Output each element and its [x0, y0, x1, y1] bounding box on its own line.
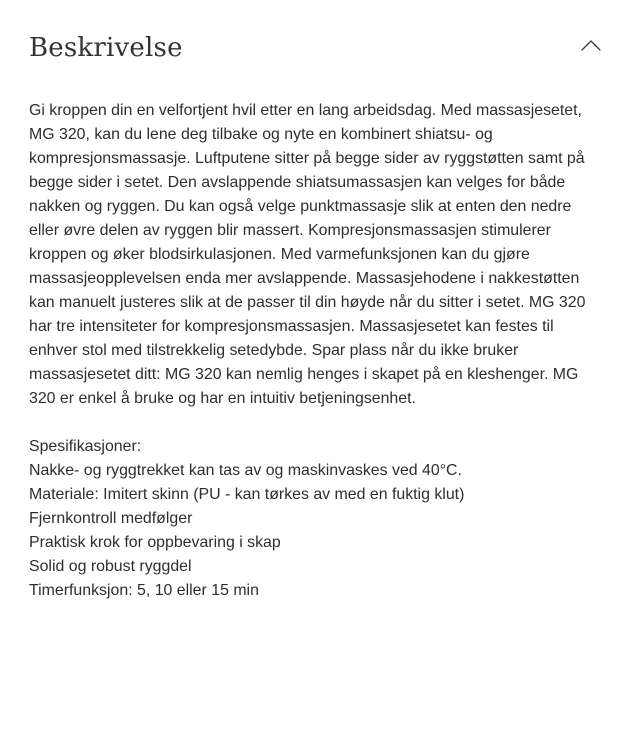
- accordion-header[interactable]: [29, 30, 602, 70]
- specifications-list: [29, 459, 603, 603]
- collapse-toggle-button[interactable]: [578, 36, 604, 56]
- spec-item: Materiale: Imitert skinn (PU - kan tørkes av med en fuktig klut): [29, 486, 465, 503]
- spec-item: Timerfunksjon: 5, 10 eller 15 min: [29, 582, 259, 599]
- specifications-heading: Spesifikasjoner:: [29, 438, 142, 455]
- accordion-content: [29, 99, 603, 603]
- spec-item: Nakke- og ryggtrekket kan tas av og maskinvaskes ved 40°C.: [29, 462, 462, 479]
- section-title: Beskrivelse: [29, 33, 183, 63]
- spec-item: Solid og robust ryggdel: [29, 558, 192, 575]
- spec-item: Fjernkontroll medfølger: [29, 510, 193, 527]
- description-text: Gi kroppen din en velfortjent hvil etter en lang arbeidsdag. Med massasjesetet, MG 320, kan du lene deg tilbake og nyte en kombinert shiatsu- og kompresjonsmassasje. Luftputene sitter på begge sider av ryggstøtten samt på begge sider i setet. Den avslappende shiatsumassasjen kan velges for både nakken og ryggen. Du kan også velge punktmassasje slik at enten den nedre eller øvre delen av ryggen blir massert. Kompresjonsmassasjen stimulerer kroppen og øker blodsirkulasjonen. Med varmefunksjonen kan du gjøre massasjeopplevelsen enda mer avslappende. Massasjehodene i nakkestøtten kan manuelt justeres slik at de passer til din høyde når du sitter i setet. MG 320 har tre intensiteter for kompresjonsmassasjen. Massasjesetet kan festes til enhver stol med tilstrekkelig setedybde. Spar plass når du ikke bruker massasjesetet ditt: MG 320 kan nemlig henges i skapet på en kleshenger. MG 320 er enkel å bruke og har en intuitiv betjeningsenhet.: [29, 102, 586, 407]
- spec-item: Praktisk krok for oppbevaring i skap: [29, 534, 281, 551]
- chevron-up-icon: [578, 36, 604, 56]
